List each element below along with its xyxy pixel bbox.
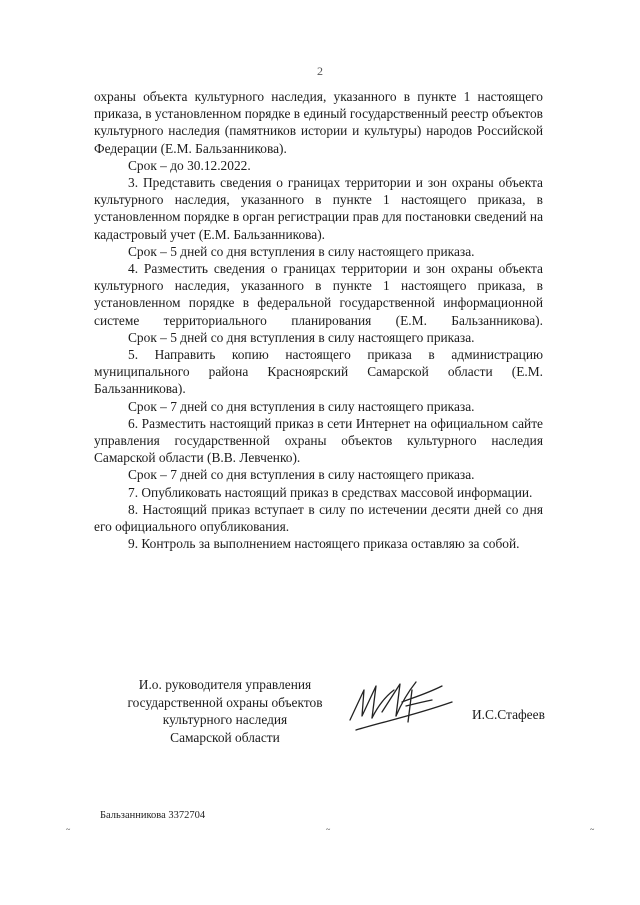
- deadline-item-4: Срок – 5 дней со дня вступления в силу настоящего приказа.: [128, 329, 475, 345]
- signatory-title-line: И.о. руководителя управления: [138, 677, 312, 692]
- signatory-title-line: культурного наследия: [162, 712, 288, 727]
- paragraph-item-3: 3. Представить сведения о границах территории и зон охраны объекта культурного наследия, указанного в пункте 1 настоящего приказа, в установленном порядке в орган регистрации прав для постановки сведений на кадастровый учет (Е.М. Бальзанникова).: [94, 175, 544, 242]
- paragraph-item-5: 5. Направить копию настоящего приказа в администрацию муниципального района Красноярский Самарской области (Е.М. Бальзанникова).: [94, 347, 543, 397]
- scan-mark: ~: [590, 825, 595, 834]
- deadline-item-3: Срок – 5 дней со дня вступления в силу настоящего приказа.: [128, 243, 475, 259]
- paragraph-item-6: 6. Разместить настоящий приказ в сети Интернет на официальном сайте управления государственной охраны объектов культурного наследия Самарской области (В.В. Левченко).: [94, 415, 543, 466]
- deadline-item-2: Срок – до 30.12.2022.: [128, 157, 251, 173]
- scan-mark: ~: [66, 825, 71, 834]
- scan-mark: ~: [326, 825, 331, 834]
- signatory-title-line: Самарской области: [170, 729, 280, 745]
- paragraph-item-7: 7. Опубликовать настоящий приказ в средствах массовой информации.: [128, 484, 533, 500]
- executor-contact: Бальзанникова 3372704: [100, 810, 206, 821]
- paragraph-registry-continuation: охраны объекта культурного наследия, указанного в пункте 1 настоящего приказа, в установленном порядке в единый государственный реестр объектов культурного наследия (памятников истории и культуры) народов Российской Федерации (Е.М. Бальзанникова).: [94, 89, 543, 156]
- handwritten-signature: [342, 672, 462, 742]
- paragraph-item-9: 9. Контроль за выполнением настоящего приказа оставляю за собой.: [128, 536, 520, 552]
- page-number: 2: [317, 64, 323, 78]
- signatory-title-line: государственной охраны объектов: [127, 694, 323, 710]
- signatory-title: [100, 676, 350, 746]
- paragraph-item-8: 8. Настоящий приказ вступает в силу по истечении десяти дней со дня его официального опубликования.: [94, 501, 543, 535]
- signatory-name: И.С.Стафеев: [472, 707, 545, 722]
- deadline-item-6: Срок – 7 дней со дня вступления в силу настоящего приказа.: [128, 467, 475, 483]
- order-body: [94, 88, 543, 552]
- paragraph-item-4: 4. Разместить сведения о границах территории и зон охраны объекта культурного наследия, указанного в пункте 1 настоящего приказа, в установленном порядке в федеральной государственной информационной системе территориального планирования (Е.М. Бальзанникова).: [94, 261, 543, 328]
- deadline-item-5: Срок – 7 дней со дня вступления в силу настоящего приказа.: [128, 398, 475, 414]
